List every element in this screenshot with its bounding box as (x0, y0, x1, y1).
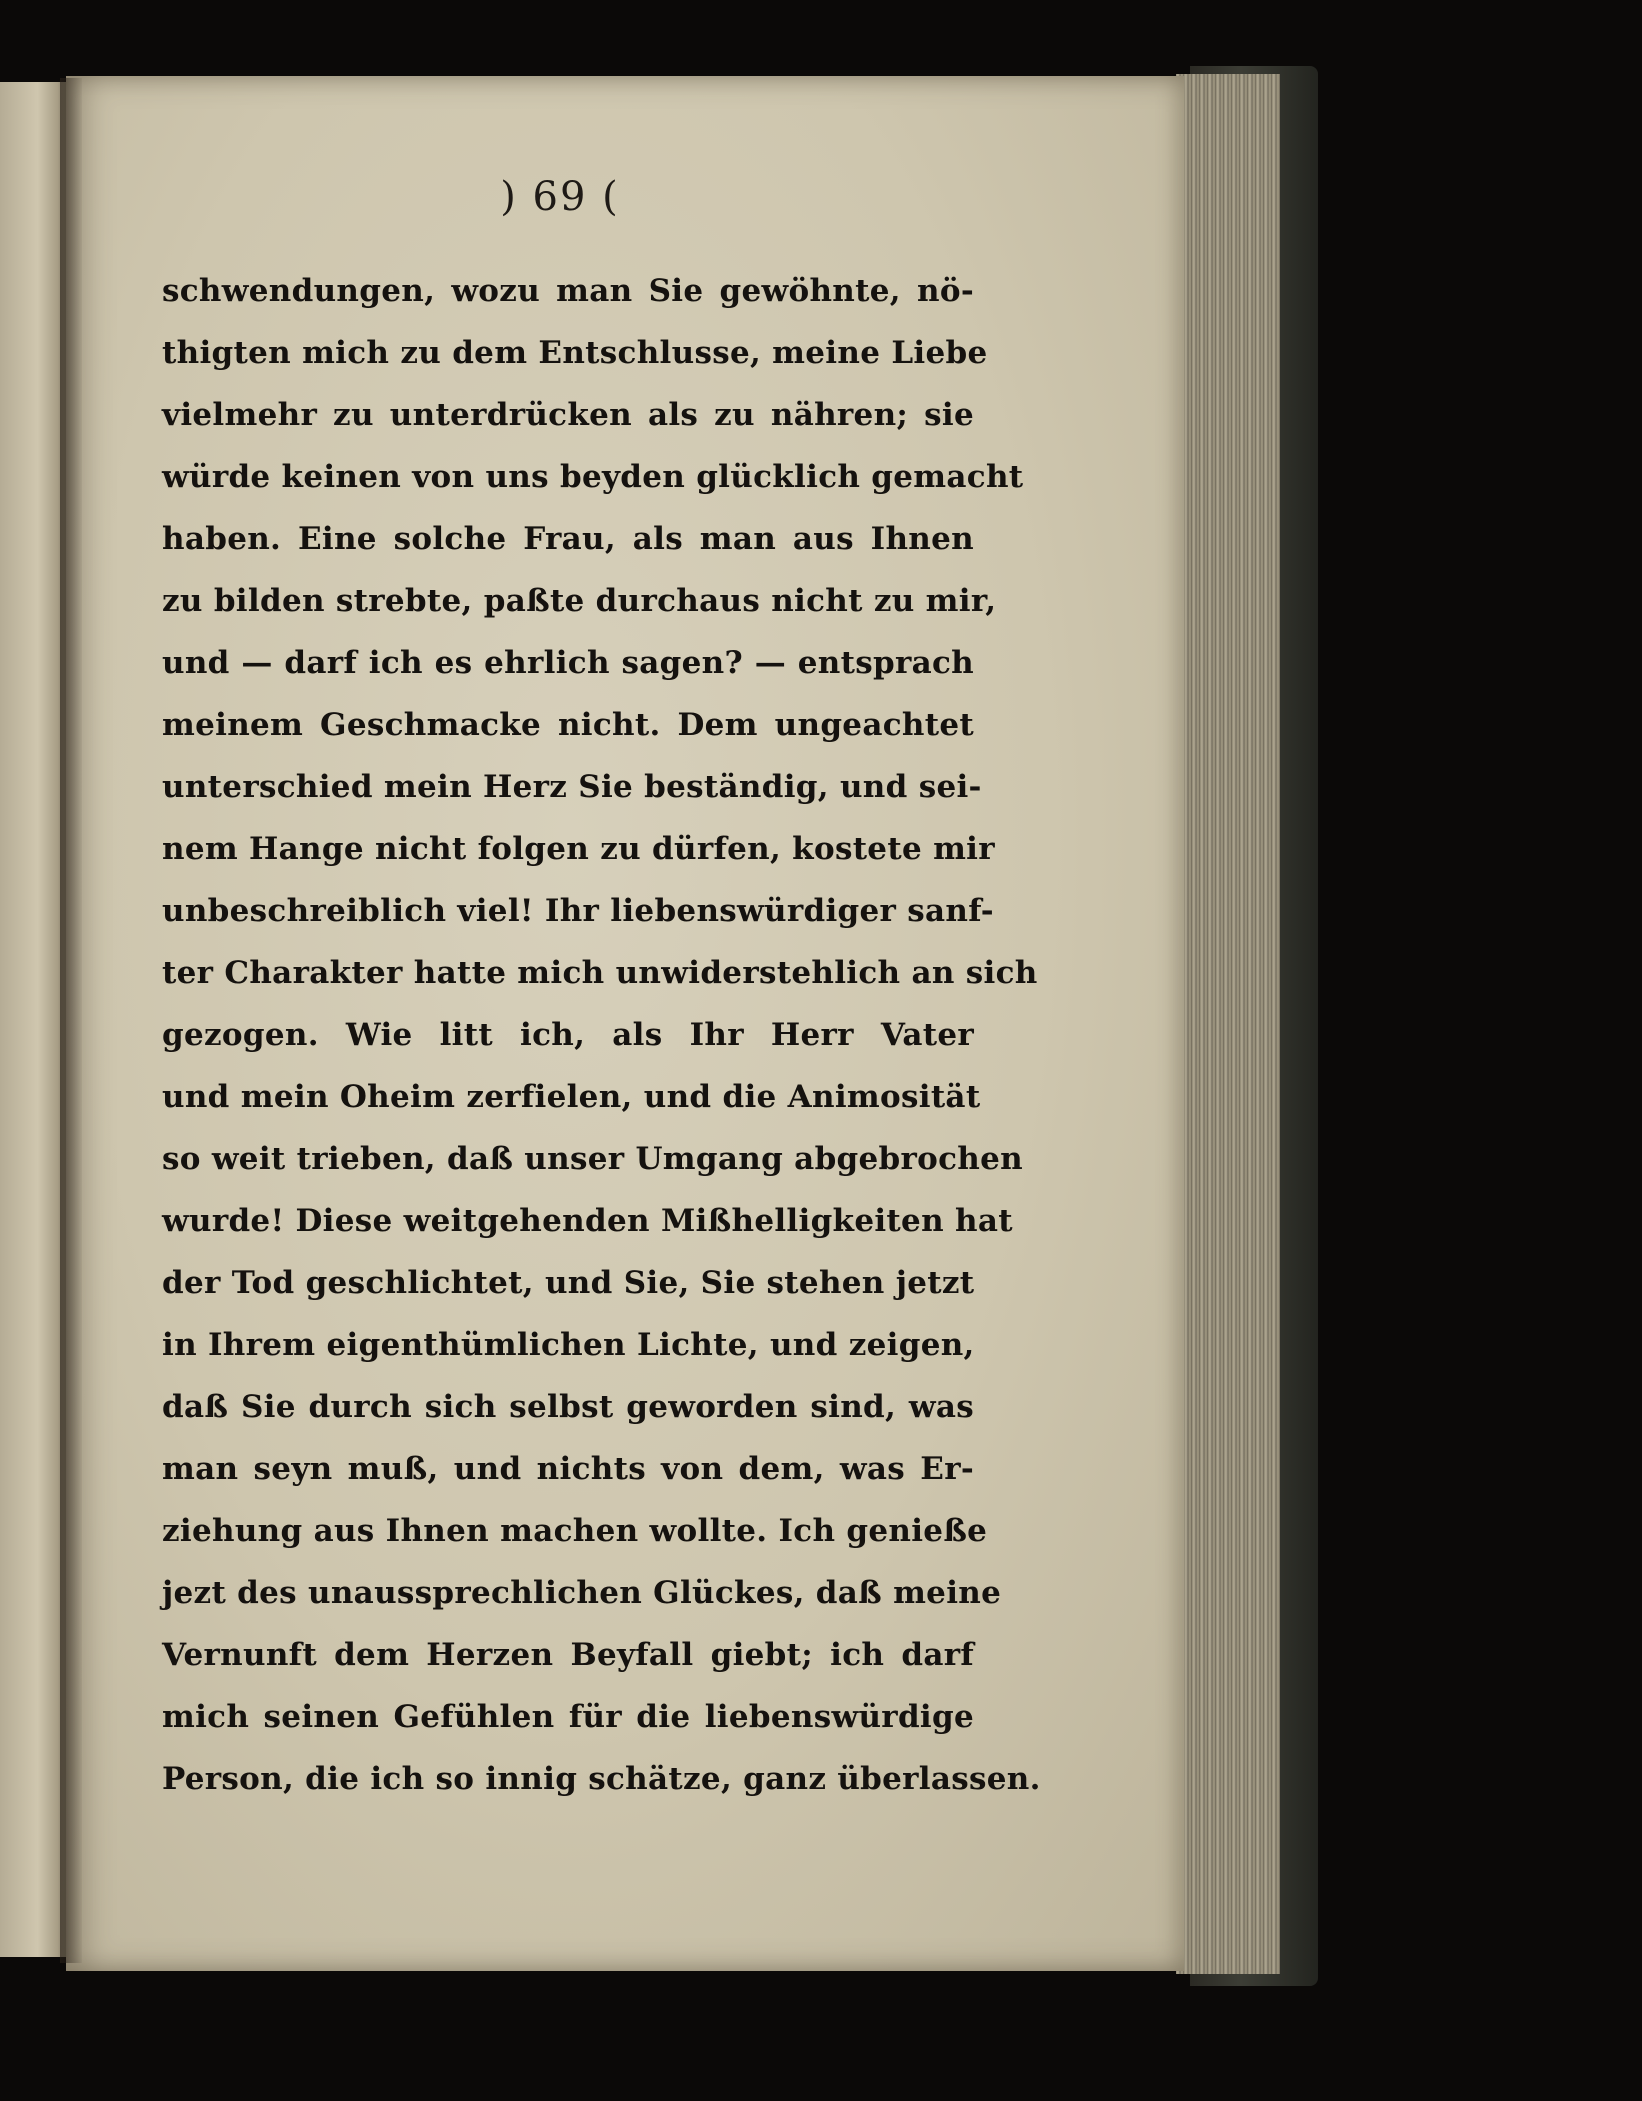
page-fore-edge (1176, 74, 1280, 1974)
text-line: mich seinen Gefühlen für die liebenswürdige (162, 1699, 974, 1735)
text-line: der Tod geschlichtet, und Sie, Sie stehen jetzt (162, 1265, 975, 1301)
text-line: vielmehr zu unterdrücken als zu nähren; sie (162, 397, 974, 433)
text-line: würde keinen von uns beyden glücklich gemacht (162, 459, 1024, 495)
text-line: wurde! Diese weitgehenden Mißhelligkeiten hat (162, 1203, 1013, 1239)
text-line: man seyn muß, und nichts von dem, was Er- (162, 1451, 974, 1487)
text-line: und — darf ich es ehrlich sagen? — entsprach (162, 645, 974, 681)
text-line: und mein Oheim zerfielen, und die Animosität (162, 1079, 981, 1115)
text-line: daß Sie durch sich selbst geworden sind, was (162, 1389, 974, 1425)
body-text (162, 260, 1041, 1810)
text-line: nem Hange nicht folgen zu dürfen, kostete mir (162, 831, 995, 867)
text-line: gezogen. Wie litt ich, als Ihr Herr Vater (162, 1017, 974, 1053)
text-line: schwendungen, wozu man Sie gewöhnte, nö- (162, 273, 974, 309)
text-line: unterschied mein Herz Sie beständig, und sei- (162, 769, 982, 805)
page-number: ) 69 ( (500, 174, 620, 220)
gutter-shadow (60, 78, 82, 1963)
text-line: Vernunft dem Herzen Beyfall giebt; ich darf (162, 1637, 974, 1673)
text-line: unbeschreiblich viel! Ihr liebenswürdiger sanf- (162, 893, 994, 929)
previous-page-edge (0, 82, 68, 1957)
text-line: ziehung aus Ihnen machen wollte. Ich genieße (162, 1513, 988, 1549)
text-line: Person, die ich so innig schätze, ganz überlassen. (162, 1761, 1041, 1797)
text-line: zu bilden strebte, paßte durchaus nicht zu mir, (162, 583, 997, 619)
text-line: haben. Eine solche Frau, als man aus Ihnen (162, 521, 974, 557)
text-line: meinem Geschmacke nicht. Dem ungeachtet (162, 707, 974, 743)
text-line: in Ihrem eigenthümlichen Lichte, und zeigen, (162, 1327, 975, 1363)
text-line: jezt des unaussprechlichen Glückes, daß meine (162, 1575, 1002, 1611)
text-line: thigten mich zu dem Entschlusse, meine Liebe (162, 335, 988, 371)
text-line: so weit trieben, daß unser Umgang abgebrochen (162, 1141, 1024, 1177)
text-line: ter Charakter hatte mich unwiderstehlich an sich (162, 955, 1038, 991)
